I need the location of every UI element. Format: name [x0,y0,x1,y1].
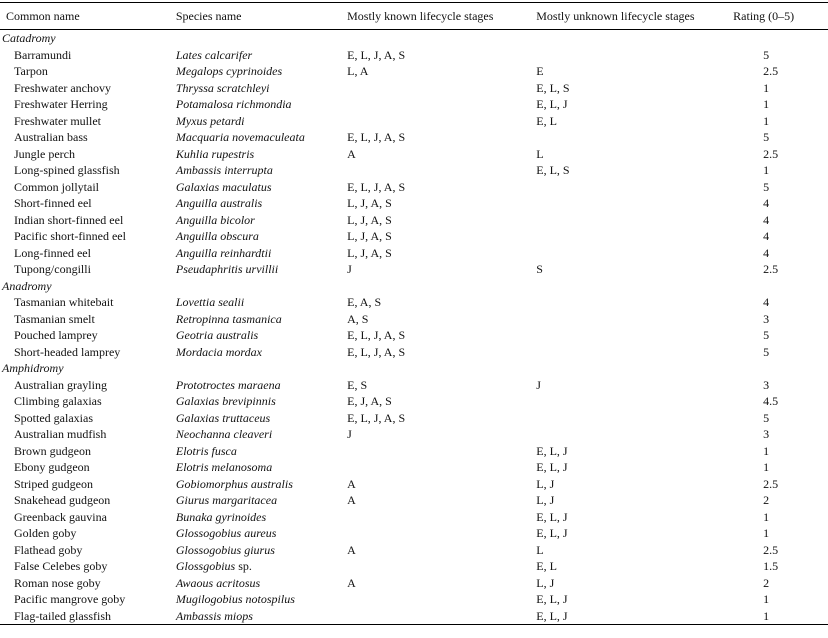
known-stages-cell [347,113,536,130]
table-row [0,162,828,179]
common-name-cell: Freshwater anchovy [14,80,111,95]
table-row [0,47,828,64]
rating-cell: 1 [763,113,770,128]
rating-cell: 3 [763,427,770,441]
species-name-cell [176,575,347,592]
known-stages-cell: E, A, S [347,295,382,309]
known-stages-cell [347,96,536,113]
species-genus-text: Anguilla reinhardtii [175,245,272,260]
table-row [0,195,828,212]
common-name-cell: Australian grayling [14,377,107,392]
species-genus-text: Elotris melanosoma [175,460,273,474]
common-name-cell: Pacific short-finned eel [14,229,126,243]
species-genus-text: Giurus margaritacea [175,493,278,507]
species-name-cell [176,608,347,625]
header-common-name: Common name [0,3,176,30]
known-stages-cell: L, J, A, S [347,229,392,243]
species-genus-text: Retropinna tasmanica [175,311,282,326]
species-name-cell [176,377,347,394]
common-name-cell: False Celebes goby [14,559,108,573]
table-row [0,261,828,278]
group-label: Amphidromy [2,361,64,375]
common-name-cell: Snakehead gudgeon [14,493,111,507]
table-row [0,129,828,146]
species-suffix-text: sp. [235,559,252,573]
species-name-cell [176,80,347,97]
header-known-stages: Mostly known lifecycle stages [347,3,536,30]
species-genus-text: Kuhlia rupestris [175,146,255,161]
species-name-cell [176,327,347,344]
known-stages-cell: A [347,476,356,491]
header-unknown-stages: Mostly unknown lifecycle stages [536,3,733,30]
unknown-stages-cell [536,311,733,328]
species-genus-text: Ambassis miops [175,608,253,623]
species-genus-text: Galaxias truttaceus [175,410,271,425]
common-name-cell: Pouched lamprey [14,328,98,342]
common-name-cell: Freshwater mullet [14,113,101,128]
species-name-cell [176,410,347,427]
known-stages-cell [347,608,536,625]
rating-cell: 4 [763,295,770,309]
unknown-stages-cell [536,129,733,146]
species-name-cell [176,492,347,509]
known-stages-cell: J [347,427,352,441]
rating-cell: 2.5 [763,542,779,557]
common-name-cell: Climbing galaxias [14,394,102,408]
unknown-stages-cell: E, L, S [536,163,570,177]
unknown-stages-cell: E, L, J [536,97,568,111]
common-name-cell: Tupong/congilli [14,262,91,276]
common-name-cell: Short-finned eel [14,196,92,210]
species-genus-text: Megalops cyprinoides [175,64,283,78]
unknown-stages-cell: E, L [536,113,557,128]
species-name-cell [176,294,347,311]
species-genus-text: Macquaria novemaculeata [175,130,305,144]
unknown-stages-cell [536,426,733,443]
unknown-stages-cell [536,294,733,311]
species-genus-text: Mordacia mordax [175,344,262,359]
known-stages-cell [347,162,536,179]
unknown-stages-cell: L, J [536,476,555,491]
species-genus-text: Anguilla obscura [175,229,259,243]
table-row [0,393,828,410]
rating-cell: 1 [763,80,770,95]
species-genus-text: Myxus petardi [175,113,245,128]
lifecycle-table [0,2,828,625]
known-stages-cell: E, L, J, A, S [347,344,406,359]
table-row [0,294,828,311]
species-genus-text: Glossgobius [175,559,236,573]
unknown-stages-cell [536,179,733,196]
header-row [0,3,828,30]
table-row [0,476,828,493]
table-row [0,80,828,97]
species-name-cell [176,344,347,361]
unknown-stages-cell: L, J [536,575,555,590]
table-row [0,96,828,113]
unknown-stages-cell: E, L, J [536,460,568,474]
table-row [0,459,828,476]
unknown-stages-cell: E, L, J [536,509,568,524]
header-rating: Rating (0–5) [733,3,828,30]
common-name-cell: Striped gudgeon [14,476,93,491]
common-name-cell: Ebony gudgeon [14,460,90,474]
unknown-stages-cell: L, J [536,493,555,507]
species-name-cell [176,113,347,130]
known-stages-cell [347,443,536,460]
common-name-cell: Spotted galaxias [14,410,93,425]
unknown-stages-cell: L [536,542,544,557]
species-name-cell [176,509,347,526]
header-species-name: Species name [176,3,347,30]
known-stages-cell: A [347,146,356,161]
unknown-stages-cell [536,47,733,64]
table-row [0,575,828,592]
group-label: Catadromy [2,31,56,45]
table-row [0,228,828,245]
table-body [0,30,828,625]
unknown-stages-cell: E, L, J [536,443,568,458]
rating-cell: 2 [763,575,770,590]
table-header [0,3,828,30]
rating-cell: 4 [763,245,770,260]
unknown-stages-cell [536,410,733,427]
species-name-cell [176,245,347,262]
rating-cell: 4.5 [763,394,779,408]
species-name-cell [176,212,347,229]
unknown-stages-cell [536,245,733,262]
table-row [0,377,828,394]
rating-cell: 1 [763,526,770,540]
rating-cell: 3 [763,311,770,326]
rating-cell: 2.5 [763,476,779,491]
species-name-cell [176,261,347,278]
known-stages-cell: L, J, A, S [347,196,392,210]
common-name-cell: Australian mudfish [14,427,107,441]
rating-cell: 1 [763,592,770,606]
species-genus-text: Thryssa scratchleyi [175,80,270,95]
unknown-stages-cell [536,393,733,410]
table-row [0,542,828,559]
species-genus-text: Mugilogobius notospilus [175,592,295,606]
unknown-stages-cell [536,228,733,245]
rating-cell: 5 [763,130,770,144]
species-name-cell [176,443,347,460]
known-stages-cell [347,525,536,542]
common-name-cell: Tarpon [14,64,48,78]
common-name-cell: Greenback gauvina [14,509,107,524]
species-name-cell [176,542,347,559]
species-genus-text: Galaxias brevipinnis [175,394,276,408]
table-row [0,443,828,460]
known-stages-cell: L, A [347,64,369,78]
table-row [0,327,828,344]
rating-cell: 5 [763,344,770,359]
table-row [0,344,828,361]
known-stages-cell [347,558,536,575]
rating-cell: 5 [763,179,770,194]
table-row [0,113,828,130]
table-row [0,426,828,443]
table-row [0,591,828,608]
rating-cell: 1 [763,97,770,111]
species-name-cell [176,228,347,245]
species-genus-text: Bunaka gyrinoides [175,509,267,524]
group-label: Anadromy [2,278,52,293]
unknown-stages-cell: S [536,262,543,276]
common-name-cell: Freshwater Herring [14,97,108,111]
known-stages-cell: E, L, J, A, S [347,179,406,194]
common-name-cell: Roman nose goby [14,575,101,590]
known-stages-cell: L, J, A, S [347,245,392,260]
species-name-cell [176,179,347,196]
species-genus-text: Anguilla bicolor [175,212,255,227]
common-name-cell: Tasmanian whitebait [14,295,114,309]
common-name-cell: Indian short-finned eel [14,212,124,227]
table-row [0,146,828,163]
rating-cell: 1 [763,509,770,524]
species-genus-text: Elotris fusca [175,443,237,458]
known-stages-cell: E, L, J, A, S [347,47,406,62]
common-name-cell: Long-finned eel [14,245,91,260]
unknown-stages-cell [536,195,733,212]
common-name-cell: Long-spined glassfish [14,163,120,177]
table-row [0,311,828,328]
rating-cell: 1 [763,163,770,177]
known-stages-cell: A, S [347,311,369,326]
table-row [0,245,828,262]
known-stages-cell: L, J, A, S [347,212,392,227]
species-genus-text: Glossogobius aureus [175,526,277,540]
group-row [0,30,828,47]
species-genus-text: Ambassis interrupta [175,163,273,177]
table-row [0,558,828,575]
species-genus-text: Lovettia sealii [175,295,245,309]
rating-cell: 1 [733,608,828,625]
species-name-cell [176,311,347,328]
species-name-cell [176,393,347,410]
species-genus-text: Gobiomorphus australis [175,476,293,491]
common-name-cell: Brown gudgeon [14,443,91,458]
species-genus-text: Glossogobius giurus [175,542,275,557]
unknown-stages-cell: E, L, J [536,526,568,540]
table-row [0,608,828,625]
known-stages-cell: E, L, J, A, S [347,328,406,342]
species-name-cell [176,476,347,493]
unknown-stages-cell: E, L, J [536,592,568,606]
common-name-cell: Tasmanian smelt [14,311,95,326]
species-name-cell [176,426,347,443]
known-stages-cell: A [347,542,356,557]
known-stages-cell: A [347,575,356,590]
rating-cell: 4 [763,196,770,210]
species-genus-text: Awaous acritosus [175,575,261,590]
unknown-stages-cell: E [536,64,544,78]
rating-cell: 5 [763,47,770,62]
known-stages-cell: A [347,493,356,507]
species-name-cell [176,96,347,113]
known-stages-cell: J [347,262,352,276]
common-name-cell: Common jollytail [14,179,100,194]
table-row [0,179,828,196]
known-stages-cell: E, L, J, A, S [347,410,406,425]
common-name-cell: Australian bass [14,130,88,144]
common-name-cell: Short-headed lamprey [14,344,121,359]
unknown-stages-cell: L [536,146,544,161]
table-row [0,509,828,526]
rating-cell: 2.5 [763,64,779,78]
species-genus-text: Neochanna cleaveri [175,427,273,441]
rating-cell: 1 [763,443,770,458]
rating-cell: 2.5 [763,262,779,276]
rating-cell: 4 [763,212,770,227]
rating-cell: 4 [763,229,770,243]
common-name-cell: Golden goby [14,526,77,540]
rating-cell: 1 [763,460,770,474]
common-name-cell: Barramundi [14,47,72,62]
rating-cell: 5 [763,328,770,342]
known-stages-cell: E, S [347,377,368,392]
group-row [0,278,828,295]
rating-cell: 1.5 [763,559,779,573]
table-row [0,63,828,80]
species-genus-text: Lates calcarifer [175,47,253,62]
rating-cell: 3 [763,377,770,392]
species-name-cell [176,146,347,163]
species-name-cell [176,129,347,146]
species-genus-text: Galaxias maculatus [175,179,272,194]
known-stages-cell: E, J, A, S [347,394,392,408]
species-name-cell [176,558,347,575]
unknown-stages-cell [536,212,733,229]
species-genus-text: Geotria australis [175,328,259,342]
species-name-cell [176,459,347,476]
species-name-cell [176,525,347,542]
known-stages-cell [347,591,536,608]
unknown-stages-cell: E, L, S [536,80,570,95]
table-row [0,410,828,427]
species-name-cell [176,47,347,64]
group-row [0,360,828,377]
common-name-cell: Jungle perch [14,146,75,161]
unknown-stages-cell: E, L, J [536,608,733,625]
known-stages-cell [347,80,536,97]
rating-cell: 2 [763,493,770,507]
table-row [0,492,828,509]
rating-cell: 2.5 [763,146,779,161]
rating-cell: 5 [763,410,770,425]
species-name-cell [176,162,347,179]
species-name-cell [176,591,347,608]
common-name-cell: Flathead goby [14,542,83,557]
unknown-stages-cell: J [536,377,541,392]
unknown-stages-cell: E, L [536,559,557,573]
known-stages-cell [347,459,536,476]
species-genus-text: Potamalosa richmondia [175,97,292,111]
species-genus-text: Prototroctes maraena [175,377,281,392]
unknown-stages-cell [536,327,733,344]
known-stages-cell: E, L, J, A, S [347,130,406,144]
table-row [0,525,828,542]
table-row [0,212,828,229]
species-name-cell [176,63,347,80]
species-genus-text: Pseudaphritis urvillii [175,262,279,276]
known-stages-cell [347,509,536,526]
species-name-cell [176,195,347,212]
unknown-stages-cell [536,344,733,361]
common-name-cell: Flag-tailed glassfish [0,608,176,625]
common-name-cell: Pacific mangrove goby [14,592,126,606]
species-genus-text: Anguilla australis [175,196,263,210]
